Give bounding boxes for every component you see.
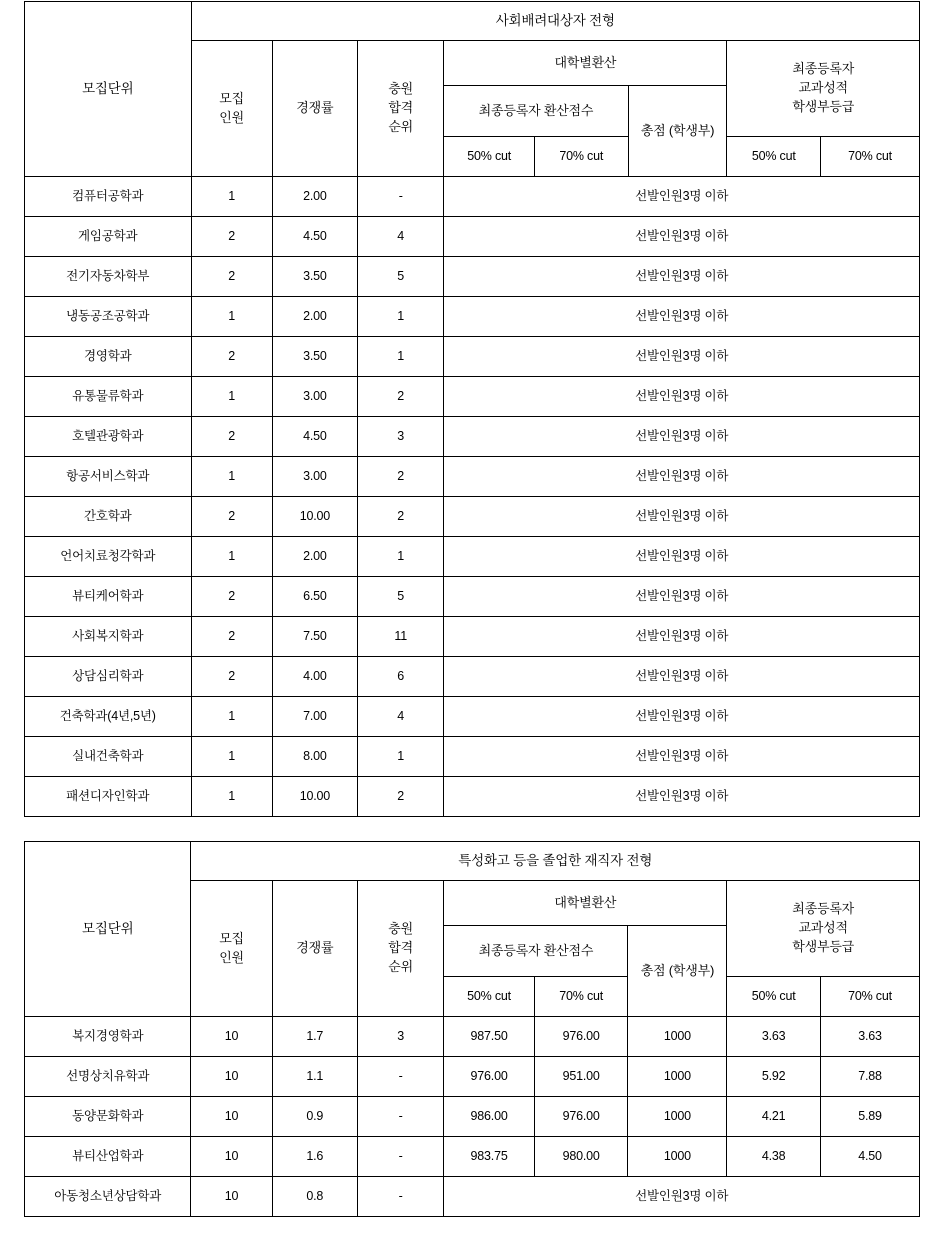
- table-row: [25, 297, 920, 337]
- header-final-converted-score: 최종등록자 환산점수: [444, 86, 628, 137]
- cell-cut50-grade: 3.63: [727, 1017, 821, 1057]
- header-competition-ratio: 경쟁률: [272, 41, 357, 177]
- header-cut50-score: 50% cut: [444, 977, 535, 1017]
- cell-capacity: 1: [191, 697, 272, 737]
- cell-unit: 호텔관광학과: [25, 417, 192, 457]
- cell-unit: 선명상치유학과: [25, 1057, 191, 1097]
- cell-cut70-score: 976.00: [534, 1097, 628, 1137]
- table-row: [25, 697, 920, 737]
- table-row: [25, 617, 920, 657]
- table-row: [25, 537, 920, 577]
- cell-capacity: 10: [191, 1137, 272, 1177]
- cell-competition-ratio: 10.00: [272, 777, 357, 817]
- cell-competition-ratio: 10.00: [272, 497, 357, 537]
- header-university-conversion: 대학별환산: [444, 881, 727, 926]
- cell-total-score: 1000: [628, 1097, 727, 1137]
- cell-competition-ratio: 7.50: [272, 617, 357, 657]
- cell-withheld-note: 선발인원3명 이하: [444, 257, 920, 297]
- cell-additional-pass-rank: 2: [358, 777, 444, 817]
- cell-capacity: 1: [191, 537, 272, 577]
- table-row: [25, 777, 920, 817]
- cell-unit: 사회복지학과: [25, 617, 192, 657]
- cell-withheld-note: 선발인원3명 이하: [444, 177, 920, 217]
- cell-additional-pass-rank: 1: [358, 297, 444, 337]
- cell-unit: 뷰티산업학과: [25, 1137, 191, 1177]
- cell-additional-pass-rank: 1: [358, 737, 444, 777]
- cell-capacity: 2: [191, 617, 272, 657]
- cell-cut70-grade: 3.63: [820, 1017, 919, 1057]
- table-row: [25, 1017, 920, 1057]
- cell-cut70-grade: 7.88: [820, 1057, 919, 1097]
- cell-withheld-note: 선발인원3명 이하: [444, 1177, 920, 1217]
- table-row: [25, 257, 920, 297]
- header-row-1: [25, 842, 920, 881]
- cell-unit: 동양문화학과: [25, 1097, 191, 1137]
- cell-competition-ratio: 4.50: [272, 217, 357, 257]
- cell-cut50-grade: 5.92: [727, 1057, 821, 1097]
- header-cut70-grade: 70% cut: [820, 977, 919, 1017]
- cell-withheld-note: 선발인원3명 이하: [444, 537, 920, 577]
- cell-additional-pass-rank: 4: [358, 697, 444, 737]
- cell-competition-ratio: 3.50: [272, 257, 357, 297]
- cell-unit: 냉동공조공학과: [25, 297, 192, 337]
- cell-additional-pass-rank: 1: [358, 337, 444, 377]
- cell-competition-ratio: 4.00: [272, 657, 357, 697]
- cell-additional-pass-rank: 2: [358, 457, 444, 497]
- document-page: [0, 1, 944, 1256]
- cell-unit: 상담심리학과: [25, 657, 192, 697]
- table-row: [25, 737, 920, 777]
- header-competition-ratio: 경쟁률: [272, 881, 357, 1017]
- cell-capacity: 1: [191, 777, 272, 817]
- cell-additional-pass-rank: -: [357, 1097, 443, 1137]
- table-row: [25, 1057, 920, 1097]
- header-cut70-score: 70% cut: [534, 977, 628, 1017]
- admissions-table-vocational-employee: [24, 841, 920, 1217]
- cell-additional-pass-rank: 3: [358, 417, 444, 457]
- cell-withheld-note: 선발인원3명 이하: [444, 617, 920, 657]
- cell-unit: 경영학과: [25, 337, 192, 377]
- cell-withheld-note: 선발인원3명 이하: [444, 737, 920, 777]
- cell-withheld-note: 선발인원3명 이하: [444, 657, 920, 697]
- cell-additional-pass-rank: 5: [358, 577, 444, 617]
- table-row: [25, 377, 920, 417]
- cell-capacity: 2: [191, 577, 272, 617]
- cell-withheld-note: 선발인원3명 이하: [444, 297, 920, 337]
- cell-competition-ratio: 4.50: [272, 417, 357, 457]
- header-cut50-grade: 50% cut: [727, 137, 821, 177]
- cell-withheld-note: 선발인원3명 이하: [444, 777, 920, 817]
- cell-additional-pass-rank: 2: [358, 497, 444, 537]
- cell-cut50-grade: 4.38: [727, 1137, 821, 1177]
- cell-unit: 실내건축학과: [25, 737, 192, 777]
- cell-total-score: 1000: [628, 1137, 727, 1177]
- table-body: [25, 1017, 920, 1217]
- cell-competition-ratio: 7.00: [272, 697, 357, 737]
- cell-additional-pass-rank: -: [357, 1057, 443, 1097]
- cell-capacity: 10: [191, 1017, 272, 1057]
- cell-competition-ratio: 1.6: [272, 1137, 357, 1177]
- cell-capacity: 2: [191, 257, 272, 297]
- cell-additional-pass-rank: 2: [358, 377, 444, 417]
- table-row: [25, 217, 920, 257]
- cell-unit: 아동청소년상담학과: [25, 1177, 191, 1217]
- cell-unit: 패션디자인학과: [25, 777, 192, 817]
- header-unit: 모집단위: [25, 2, 192, 177]
- cell-competition-ratio: 0.9: [272, 1097, 357, 1137]
- header-final-grade-group: 최종등록자 교과성적 학생부등급: [727, 881, 920, 977]
- cell-withheld-note: 선발인원3명 이하: [444, 497, 920, 537]
- table-row: [25, 337, 920, 377]
- cell-unit: 복지경영학과: [25, 1017, 191, 1057]
- header-total-score: 총점 (학생부): [628, 926, 727, 1017]
- header-cut70-score: 70% cut: [534, 137, 628, 177]
- cell-competition-ratio: 2.00: [272, 177, 357, 217]
- header-scheme-title: 특성화고 등을 졸업한 재직자 전형: [191, 842, 920, 881]
- cell-cut50-score: 976.00: [444, 1057, 535, 1097]
- cell-capacity: 10: [191, 1097, 272, 1137]
- header-university-conversion: 대학별환산: [444, 41, 727, 86]
- header-cut50-grade: 50% cut: [727, 977, 821, 1017]
- cell-competition-ratio: 8.00: [272, 737, 357, 777]
- cell-cut70-grade: 5.89: [820, 1097, 919, 1137]
- cell-cut50-score: 983.75: [444, 1137, 535, 1177]
- cell-additional-pass-rank: 5: [358, 257, 444, 297]
- cell-capacity: 1: [191, 297, 272, 337]
- cell-unit: 뷰티케어학과: [25, 577, 192, 617]
- cell-additional-pass-rank: -: [357, 1177, 443, 1217]
- cell-capacity: 2: [191, 497, 272, 537]
- cell-capacity: 10: [191, 1057, 272, 1097]
- header-cut70-grade: 70% cut: [821, 137, 920, 177]
- table-header: [25, 842, 920, 1017]
- cell-withheld-note: 선발인원3명 이하: [444, 417, 920, 457]
- cell-cut70-score: 976.00: [534, 1017, 628, 1057]
- cell-total-score: 1000: [628, 1017, 727, 1057]
- cell-additional-pass-rank: 3: [357, 1017, 443, 1057]
- cell-capacity: 10: [191, 1177, 272, 1217]
- cell-unit: 컴퓨터공학과: [25, 177, 192, 217]
- table-row: [25, 177, 920, 217]
- cell-additional-pass-rank: 11: [358, 617, 444, 657]
- header-cut50-score: 50% cut: [444, 137, 535, 177]
- cell-cut70-grade: 4.50: [820, 1137, 919, 1177]
- cell-competition-ratio: 2.00: [272, 297, 357, 337]
- cell-capacity: 1: [191, 177, 272, 217]
- cell-unit: 간호학과: [25, 497, 192, 537]
- header-capacity: 모집 인원: [191, 881, 272, 1017]
- cell-withheld-note: 선발인원3명 이하: [444, 577, 920, 617]
- table-row: [25, 1137, 920, 1177]
- cell-capacity: 1: [191, 737, 272, 777]
- cell-unit: 언어치료청각학과: [25, 537, 192, 577]
- cell-additional-pass-rank: -: [358, 177, 444, 217]
- cell-competition-ratio: 1.1: [272, 1057, 357, 1097]
- cell-unit: 건축학과(4년,5년): [25, 697, 192, 737]
- cell-capacity: 2: [191, 217, 272, 257]
- table-row: [25, 1177, 920, 1217]
- cell-competition-ratio: 0.8: [272, 1177, 357, 1217]
- cell-competition-ratio: 2.00: [272, 537, 357, 577]
- cell-capacity: 1: [191, 457, 272, 497]
- table-row: [25, 417, 920, 457]
- cell-cut50-score: 986.00: [444, 1097, 535, 1137]
- header-scheme-title: 사회배려대상자 전형: [191, 2, 920, 41]
- cell-cut70-score: 951.00: [534, 1057, 628, 1097]
- table-row: [25, 657, 920, 697]
- cell-additional-pass-rank: 4: [358, 217, 444, 257]
- cell-additional-pass-rank: -: [357, 1137, 443, 1177]
- cell-additional-pass-rank: 6: [358, 657, 444, 697]
- header-additional-pass-rank: 충원 합격 순위: [357, 881, 443, 1017]
- cell-competition-ratio: 3.00: [272, 377, 357, 417]
- table-row: [25, 577, 920, 617]
- header-total-score: 총점 (학생부): [628, 86, 727, 177]
- cell-unit: 유통물류학과: [25, 377, 192, 417]
- header-row-1: [25, 2, 920, 41]
- cell-withheld-note: 선발인원3명 이하: [444, 697, 920, 737]
- cell-cut50-grade: 4.21: [727, 1097, 821, 1137]
- cell-competition-ratio: 6.50: [272, 577, 357, 617]
- cell-withheld-note: 선발인원3명 이하: [444, 337, 920, 377]
- cell-additional-pass-rank: 1: [358, 537, 444, 577]
- cell-cut50-score: 987.50: [444, 1017, 535, 1057]
- header-additional-pass-rank: 충원 합격 순위: [358, 41, 444, 177]
- table-body: [25, 177, 920, 817]
- header-final-converted-score: 최종등록자 환산점수: [444, 926, 628, 977]
- cell-cut70-score: 980.00: [534, 1137, 628, 1177]
- admissions-table-social-consideration: [24, 1, 920, 817]
- header-final-grade-group: 최종등록자 교과성적 학생부등급: [727, 41, 920, 137]
- cell-capacity: 2: [191, 417, 272, 457]
- table-row: [25, 457, 920, 497]
- header-capacity: 모집 인원: [191, 41, 272, 177]
- cell-capacity: 1: [191, 377, 272, 417]
- cell-competition-ratio: 3.50: [272, 337, 357, 377]
- cell-competition-ratio: 1.7: [272, 1017, 357, 1057]
- table-row: [25, 1097, 920, 1137]
- cell-capacity: 2: [191, 657, 272, 697]
- header-unit: 모집단위: [25, 842, 191, 1017]
- cell-competition-ratio: 3.00: [272, 457, 357, 497]
- cell-capacity: 2: [191, 337, 272, 377]
- cell-unit: 게임공학과: [25, 217, 192, 257]
- cell-total-score: 1000: [628, 1057, 727, 1097]
- cell-withheld-note: 선발인원3명 이하: [444, 377, 920, 417]
- cell-unit: 전기자동차학부: [25, 257, 192, 297]
- cell-withheld-note: 선발인원3명 이하: [444, 457, 920, 497]
- cell-unit: 항공서비스학과: [25, 457, 192, 497]
- cell-withheld-note: 선발인원3명 이하: [444, 217, 920, 257]
- table-header: [25, 2, 920, 177]
- table-row: [25, 497, 920, 537]
